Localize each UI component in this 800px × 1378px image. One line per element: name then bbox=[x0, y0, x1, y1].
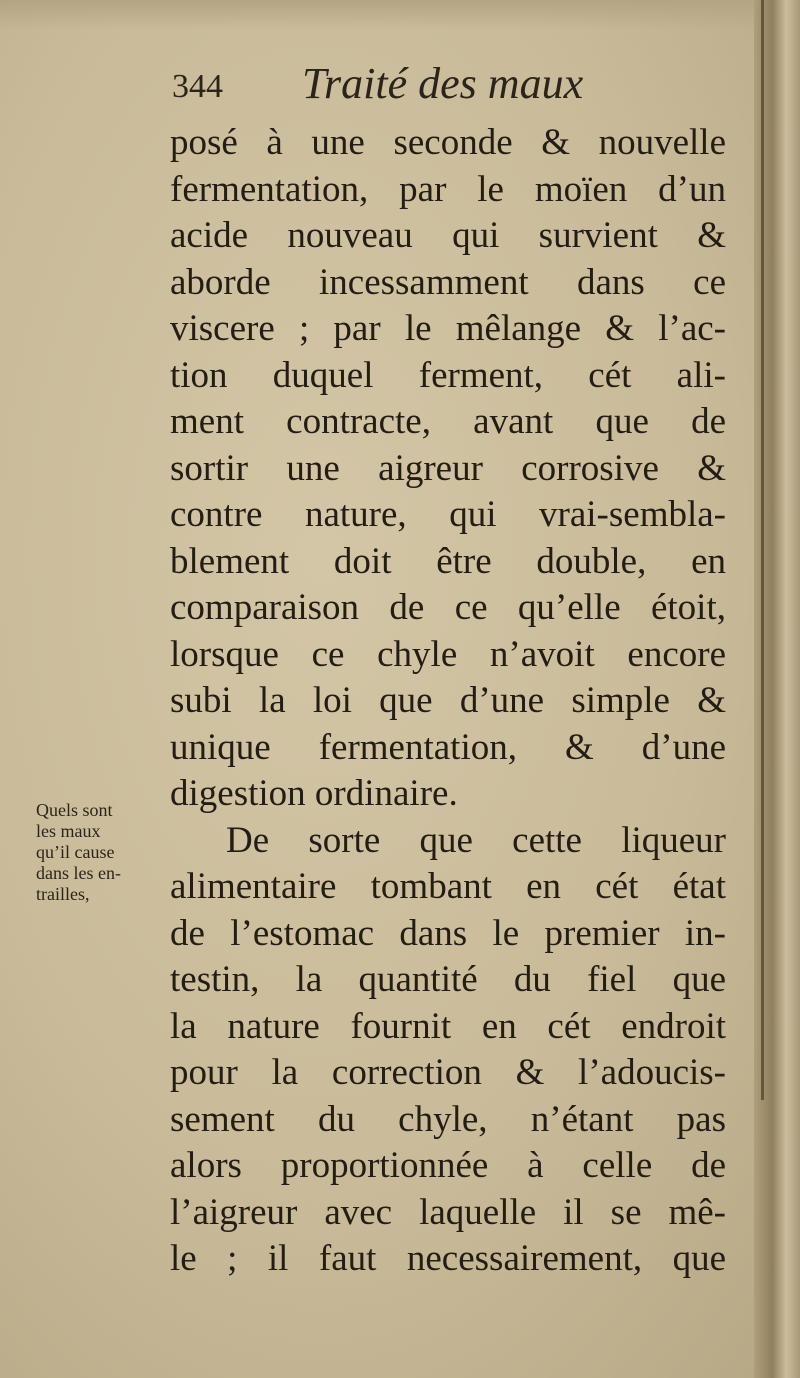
margin-note-line: trailles, bbox=[36, 884, 90, 904]
text-line: alors proportionnée à celle de bbox=[170, 1145, 726, 1186]
text-line: fermentation, par le moïen d’un bbox=[170, 168, 726, 210]
margin-note-line: qu’il cause bbox=[36, 842, 115, 862]
page-edge-line bbox=[761, 0, 764, 1100]
text-line: alimentaire tombant en cét état bbox=[170, 866, 726, 907]
text-line: aborde incessamment dans ce bbox=[170, 261, 726, 303]
page-number: 344 bbox=[172, 68, 223, 105]
text-line: viscere ; par le mêlange & l’ac- bbox=[170, 308, 726, 349]
margin-note-line: dans les en- bbox=[36, 863, 121, 883]
running-title: Traité des maux bbox=[302, 59, 584, 108]
text-line: De sorte que cette liqueur bbox=[226, 819, 726, 861]
text-line: sortir une aigreur corrosive & bbox=[170, 447, 726, 489]
text-line: de l’estomac dans le premier in- bbox=[170, 912, 726, 954]
text-line: tion duquel ferment, cét ali- bbox=[170, 354, 726, 396]
page-top-shadow bbox=[0, 0, 800, 30]
text-line: blement doit être double, en bbox=[170, 540, 726, 582]
text-line: posé à une seconde & nouvelle bbox=[170, 122, 726, 163]
text-line: unique fermentation, & d’une bbox=[170, 726, 726, 768]
text-line: pour la correction & l’adoucis- bbox=[170, 1052, 726, 1093]
page-header bbox=[172, 58, 732, 118]
margin-note-line: Quels sont bbox=[36, 800, 113, 820]
text-line: testin, la quantité du fiel que bbox=[170, 959, 726, 1000]
text-line: lorsque ce chyle n’avoit encore bbox=[170, 633, 726, 675]
text-line: contre nature, qui vrai-sembla- bbox=[170, 494, 726, 535]
text-line: la nature fournit en cét endroit bbox=[170, 1005, 726, 1047]
margin-note bbox=[36, 800, 156, 905]
text-line: le ; il faut necessairement, que bbox=[170, 1238, 726, 1279]
text-line: digestion ordinaire. bbox=[170, 773, 458, 814]
body-text bbox=[170, 120, 726, 1283]
text-line: acide nouveau qui survient & bbox=[170, 215, 726, 256]
text-line: ment contracte, avant que de bbox=[170, 401, 726, 442]
margin-note-line: les maux bbox=[36, 821, 101, 841]
text-line: subi la loi que d’une simple & bbox=[170, 680, 726, 721]
text-line: comparaison de ce qu’elle étoit, bbox=[170, 587, 726, 628]
text-line: l’aigreur avec laquelle il se mê- bbox=[170, 1191, 726, 1233]
text-line: sement du chyle, n’étant pas bbox=[170, 1098, 726, 1140]
